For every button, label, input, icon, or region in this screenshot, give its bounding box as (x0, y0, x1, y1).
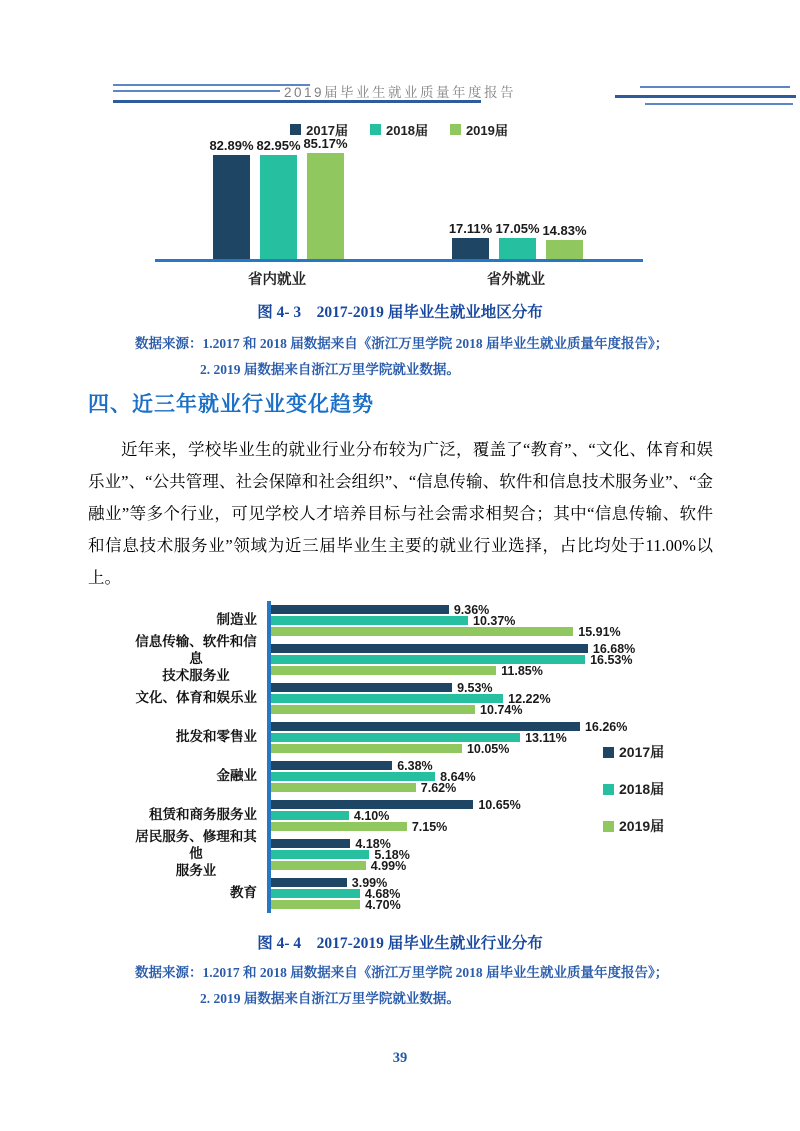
hbar-value-label: 6.38% (397, 758, 433, 773)
hbar-rect (271, 900, 360, 909)
hbar-value-label: 3.99% (351, 875, 388, 890)
hbar-rect (271, 705, 475, 714)
industry-label (135, 634, 267, 683)
hbar-value-label: 13.11% (525, 730, 567, 745)
hbar-rect (271, 666, 496, 675)
legend-swatch-icon (603, 821, 614, 832)
bar-value-label: 85.17% (303, 135, 348, 151)
legend-label: 2017届 (619, 744, 665, 760)
bar-rect (307, 153, 344, 259)
hbar-rect (271, 811, 349, 820)
bar-2019届-省外就业 (542, 223, 587, 259)
hbar-value-label: 4.99% (370, 858, 407, 873)
hbar-rect (271, 839, 350, 848)
industry-bars (267, 874, 715, 913)
hbar-rect (271, 744, 462, 753)
hbar-2019届-文化、体育和娱乐业 (271, 702, 715, 717)
hbar-value-label: 10.74% (480, 702, 523, 717)
hbar-value-label: 8.64% (440, 769, 476, 784)
industry-label-line: 文化、体育和娱乐业 (135, 690, 257, 706)
hbar-2018届-制造业 (271, 613, 715, 628)
bar-group-省内就业 (209, 135, 348, 259)
industry-bars (267, 601, 715, 640)
hbar-value-label: 11.85% (501, 663, 543, 678)
bar-value-label: 14.83% (542, 223, 587, 239)
hbar-rect (271, 694, 503, 703)
legend-swatch-icon (290, 124, 301, 135)
hbar-value-label: 4.18% (355, 836, 391, 851)
industry-row-居民服务、修理和其他服务业 (135, 829, 715, 878)
industry-row-信息传输、软件和信息技术服务业 (135, 634, 715, 683)
hbar-2018届-居民服务、修理和其他服务业 (271, 847, 715, 862)
industry-label-line: 技术服务业 (162, 667, 230, 683)
figure3-source-line1: 数据来源：1.2017 和 2018 届数据来自《浙江万里学院 2018 届毕业生就业质量年度报告》； (135, 336, 669, 351)
industry-label-line: 居民服务、修理和其他 (135, 829, 257, 862)
legend-label: 2019届 (465, 123, 508, 138)
hbar-value-label: 10.05% (466, 741, 510, 756)
hbar-2018届-教育 (271, 886, 715, 901)
hbar-value-label: 4.70% (365, 897, 401, 912)
bar-2018届-省外就业 (495, 220, 540, 259)
legend-label: 2018届 (619, 781, 665, 797)
figure4-source-line2: 2. 2019 届数据来自浙江万里学院就业数据。 (200, 991, 460, 1006)
industry-label (135, 757, 267, 796)
bar-2017届-省内就业 (209, 138, 254, 259)
legend-swatch-icon (603, 784, 614, 795)
bar-group-省外就业 (448, 220, 587, 259)
hbar-rect (271, 822, 407, 831)
industry-bars (267, 835, 715, 874)
hbar-2018届-信息传输、软件和信息技术服务业 (271, 652, 715, 667)
industry-label-line: 信息传输、软件和信息 (135, 634, 257, 667)
industry-bars (267, 679, 715, 718)
industry-label-line: 制造业 (216, 612, 257, 628)
legend-item-2018届 (603, 779, 664, 799)
body-paragraph: 近年来，学校毕业生的就业行业分布较为广泛，覆盖了“教育”、“文化、体育和娱乐业”、“公共管理、社会保障和社会组织”、“信息传输、软件和信息技术服务业”、“金融业”等多个行业，可见学校人才培养目标与社会需求相契合；其中“信息传输、软件和信息技术服务业”领域为近三届毕业生主要的就业行业选择，占比均处于11.00%以上。 (88, 440, 713, 587)
chart1-plot-area (155, 135, 643, 262)
chart2-legend (603, 742, 664, 836)
bar-value-label: 82.89% (209, 138, 254, 154)
header-title: 2019届毕业生就业质量年度报告 (283, 85, 517, 100)
bar-rect (452, 238, 489, 259)
bar-rect (260, 155, 297, 259)
industry-row-文化、体育和娱乐业 (135, 679, 715, 718)
bar-2019届-省内就业 (303, 135, 348, 259)
hbar-rect (271, 878, 347, 887)
industry-row-教育 (135, 874, 715, 913)
bar-2017届-省外就业 (448, 220, 493, 259)
hbar-rect (271, 627, 573, 636)
industry-label (135, 718, 267, 757)
page-number: 39 (392, 1050, 408, 1066)
hbar-rect (271, 761, 392, 770)
hbar-2017届-教育 (271, 875, 715, 890)
legend-item-2017届 (603, 742, 664, 762)
hbar-2019届-教育 (271, 897, 715, 912)
legend-item-2019届 (450, 120, 508, 139)
industry-label-line: 金融业 (216, 768, 257, 784)
hbar-value-label: 16.68% (592, 641, 636, 656)
legend-label: 2017届 (306, 123, 349, 138)
category-label-省内就业: 省内就业 (248, 272, 306, 288)
employment-region-chart (155, 116, 643, 292)
hbar-rect (271, 783, 416, 792)
figure4-caption: 图 4- 4 2017-2019 届毕业生就业行业分布 (257, 935, 543, 952)
industry-label-line: 批发和零售业 (176, 729, 257, 745)
bar-value-label: 17.11% (448, 220, 493, 236)
employment-industry-chart (135, 601, 715, 913)
industry-label (135, 829, 267, 878)
industry-label-line: 服务业 (175, 862, 217, 878)
industry-label-line: 租赁和商务服务业 (149, 807, 257, 823)
hbar-rect (271, 772, 435, 781)
hbar-value-label: 15.91% (578, 624, 621, 639)
industry-label-line: 教育 (230, 885, 257, 901)
hbar-2017届-批发和零售业 (271, 719, 715, 734)
header-rule-right-3 (645, 103, 793, 105)
hbar-rect (271, 889, 360, 898)
hbar-value-label: 10.37% (473, 613, 516, 628)
hbar-value-label: 10.65% (478, 797, 521, 812)
hbar-2019届-制造业 (271, 624, 715, 639)
bar-rect (499, 238, 536, 259)
industry-label (135, 874, 267, 913)
figure3-source-line2: 2. 2019 届数据来自浙江万里学院就业数据。 (200, 362, 460, 377)
legend-swatch-icon (450, 124, 461, 135)
legend-swatch-icon (370, 124, 381, 135)
hbar-2019届-信息传输、软件和信息技术服务业 (271, 663, 715, 678)
legend-item-2019届 (603, 816, 664, 836)
legend-label: 2018届 (386, 123, 428, 138)
hbar-2019届-居民服务、修理和其他服务业 (271, 858, 715, 873)
hbar-rect (271, 683, 452, 692)
hbar-2017届-信息传输、软件和信息技术服务业 (271, 641, 715, 656)
hbar-value-label: 4.10% (353, 808, 390, 823)
hbar-rect (271, 644, 588, 653)
hbar-rect (271, 861, 366, 870)
hbar-value-label: 7.62% (420, 780, 457, 795)
bar-rect (546, 240, 583, 259)
bar-value-label: 82.95% (256, 138, 301, 154)
hbar-value-label: 7.15% (411, 819, 448, 834)
hbar-value-label: 16.26% (584, 719, 628, 734)
hbar-value-label: 5.18% (374, 847, 410, 862)
bar-rect (213, 155, 250, 259)
hbar-rect (271, 605, 449, 614)
hbar-value-label: 16.53% (590, 652, 633, 667)
legend-item-2018届 (370, 120, 428, 139)
legend-swatch-icon (603, 747, 614, 758)
hbar-2017届-居民服务、修理和其他服务业 (271, 836, 715, 851)
section-heading: 四、近三年就业行业变化趋势 (88, 393, 374, 416)
legend-label: 2019届 (619, 818, 665, 834)
hbar-value-label: 4.68% (364, 886, 401, 901)
category-label-省外就业: 省外就业 (487, 272, 545, 288)
bar-2018届-省内就业 (256, 138, 301, 259)
hbar-rect (271, 616, 468, 625)
industry-label (135, 679, 267, 718)
hbar-rect (271, 850, 369, 859)
figure3-caption: 图 4- 3 2017-2019 届毕业生就业地区分布 (257, 304, 543, 321)
bar-value-label: 17.05% (495, 220, 540, 236)
industry-bars (267, 640, 715, 679)
hbar-value-label: 9.53% (457, 680, 493, 695)
hbar-value-label: 9.36% (453, 602, 490, 617)
figure4-source-line1: 数据来源：1.2017 和 2018 届数据来自《浙江万里学院 2018 届毕业生就业质量年度报告》； (135, 965, 669, 980)
hbar-value-label: 12.22% (508, 691, 551, 706)
hbar-2017届-文化、体育和娱乐业 (271, 680, 715, 695)
